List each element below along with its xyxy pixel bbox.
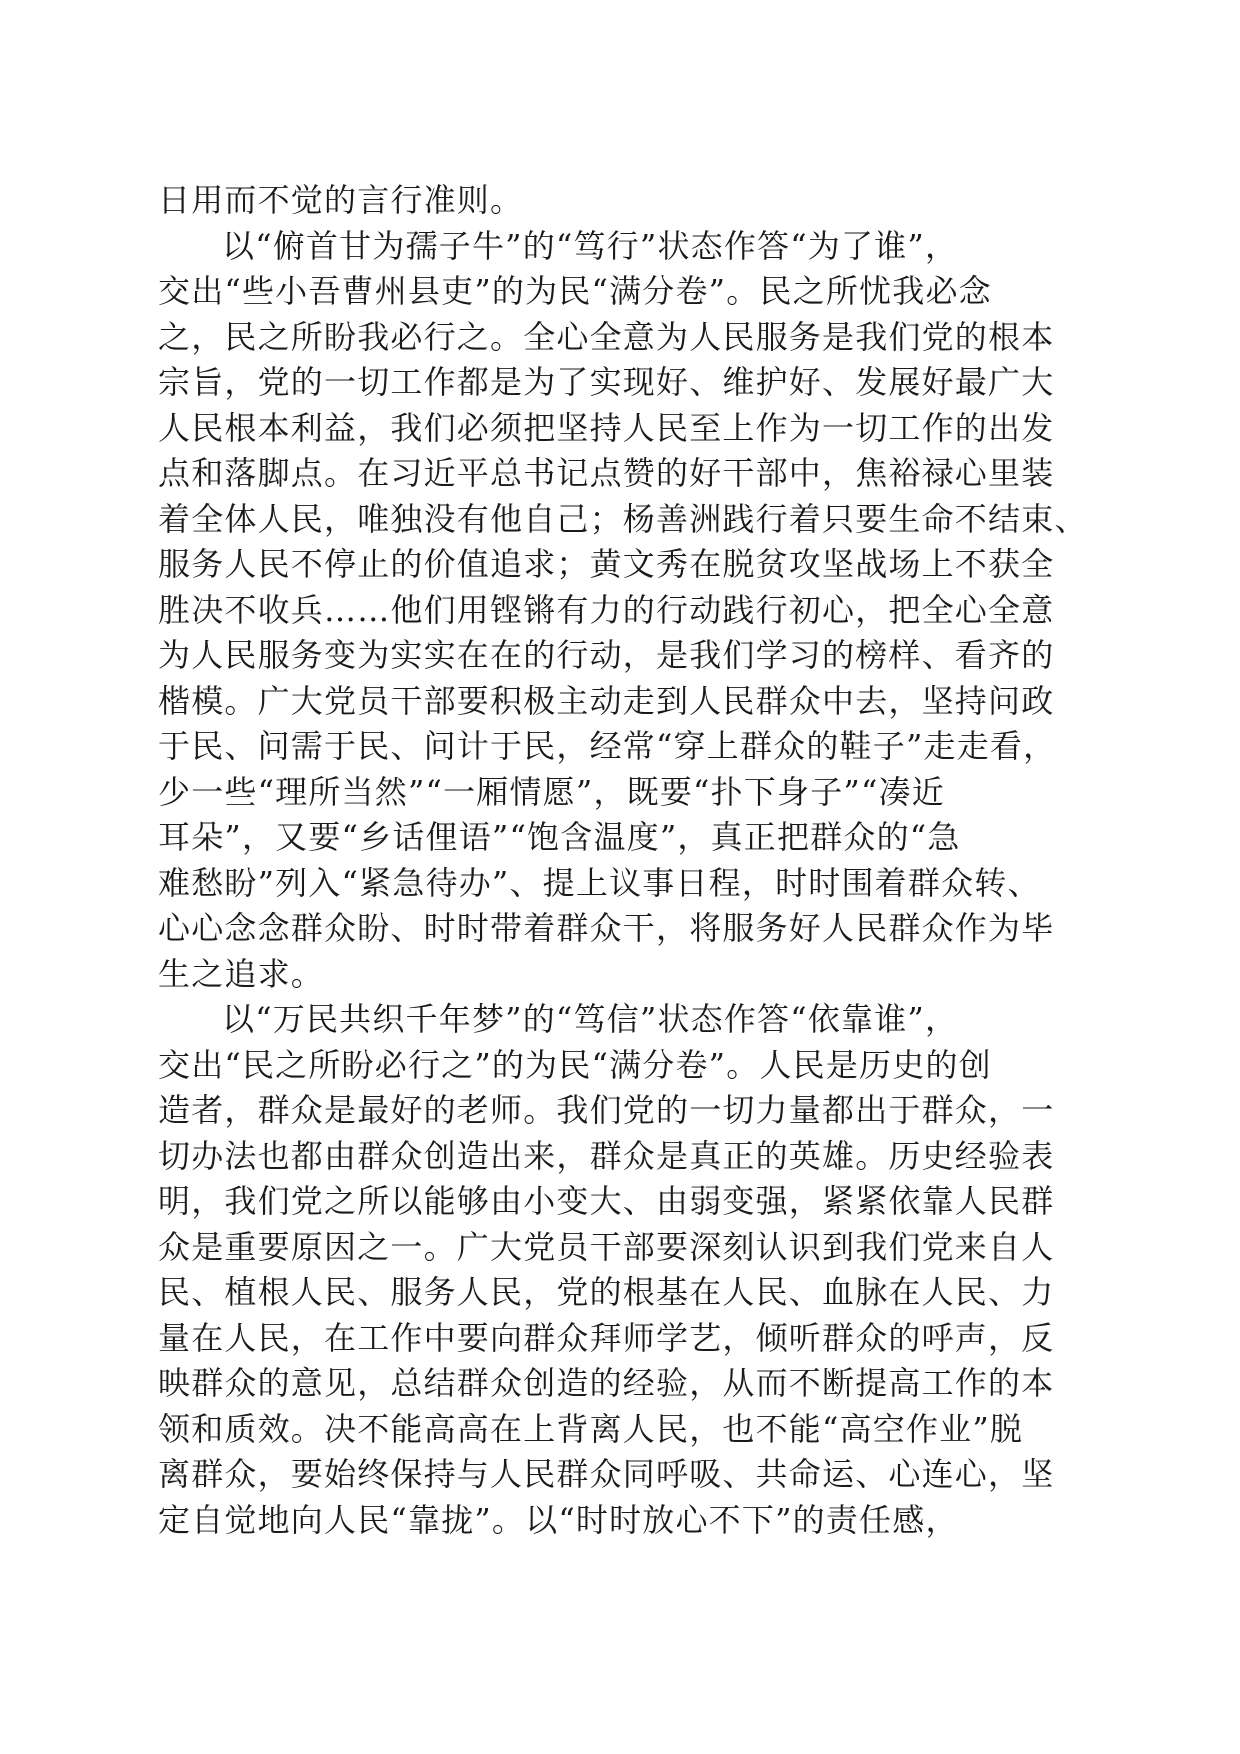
text-line: 生之追求。	[158, 954, 325, 993]
text-line: 难愁盼”列入“紧急待办”、提上议事日程，时时围着群众转、	[158, 863, 1041, 902]
text-line: 量在人民，在工作中要向群众拜师学艺，倾听群众的呼声，反	[158, 1318, 1055, 1357]
text-line: 领和质效。决不能高高在上背离人民，也不能“高空作业”脱	[158, 1409, 1024, 1448]
body-text	[158, 178, 1098, 1543]
text-line: 日用而不觉的言行准则。	[158, 181, 524, 219]
text-line: 明，我们党之所以能够由小变大、由弱变强，紧紧依靠人民群	[158, 1182, 1055, 1220]
text-line: 楷模。广大党员干部要积极主动走到人民群众中去，坚持问政	[158, 681, 1055, 720]
text-line: 为人民服务变为实实在在的行动，是我们学习的榜样、看齐的	[158, 636, 1055, 674]
text-line: 宗旨，党的一切工作都是为了实现好、维护好、发展好最广大	[158, 363, 1055, 401]
text-line: 映群众的意见，总结群众创造的经验，从而不断提高工作的本	[158, 1364, 1055, 1402]
text-line: 民、植根人民、服务人民，党的根基在人民、血脉在人民、力	[158, 1273, 1055, 1311]
text-line: 少一些“理所当然”“一厢情愿”，既要“扑下身子”“凑近	[158, 772, 945, 811]
text-line: 之，民之所盼我必行之。全心全意为人民服务是我们党的根本	[158, 317, 1055, 356]
paragraph-first-line: 以“万民共织千年梦”的“笃信”状态作答“依靠谁”，	[222, 1000, 959, 1038]
text-line: 于民、问需于民、问计于民，经常“穿上群众的鞋子”走走看，	[158, 727, 1057, 765]
text-line: 着全体人民，唯独没有他自己；杨善洲践行着只要生命不结束、	[158, 499, 1088, 538]
text-line: 胜决不收兵……他们用铿锵有力的行动践行初心，把全心全意	[158, 590, 1055, 629]
text-line: 离群众，要始终保持与人民群众同呼吸、共命运、心连心，坚	[158, 1455, 1055, 1493]
text-line: 耳朵”，又要“乡话俚语”“饱含温度”，真正把群众的“急	[158, 818, 961, 856]
text-line: 人民根本利益，我们必须把坚持人民至上作为一切工作的出发	[158, 408, 1055, 447]
text-line: 服务人民不停止的价值追求；黄文秀在脱贫攻坚战场上不获全	[158, 545, 1055, 583]
text-line: 造者，群众是最好的老师。我们党的一切力量都出于群众，一	[158, 1091, 1055, 1129]
paragraph-first-line: 以“俯首甘为孺子牛”的“笃行”状态作答“为了谁”，	[222, 226, 959, 265]
text-line: 众是重要原因之一。广大党员干部要深刻认识到我们党来自人	[158, 1227, 1055, 1266]
text-line: 交出“民之所盼必行之”的为民“满分卷”。人民是历史的创	[158, 1045, 992, 1084]
text-line: 切办法也都由群众创造出来，群众是真正的英雄。历史经验表	[158, 1136, 1055, 1175]
text-line: 定自觉地向人民“靠拢”。以“时时放心不下”的责任感，	[158, 1500, 959, 1539]
text-line: 心心念念群众盼、时时带着群众干，将服务好人民群众作为毕	[158, 909, 1055, 947]
text-line: 交出“些小吾曹州县吏”的为民“满分卷”。民之所忧我必念	[158, 272, 992, 310]
text-line: 点和落脚点。在习近平总书记点赞的好干部中，焦裕禄心里装	[158, 454, 1055, 492]
